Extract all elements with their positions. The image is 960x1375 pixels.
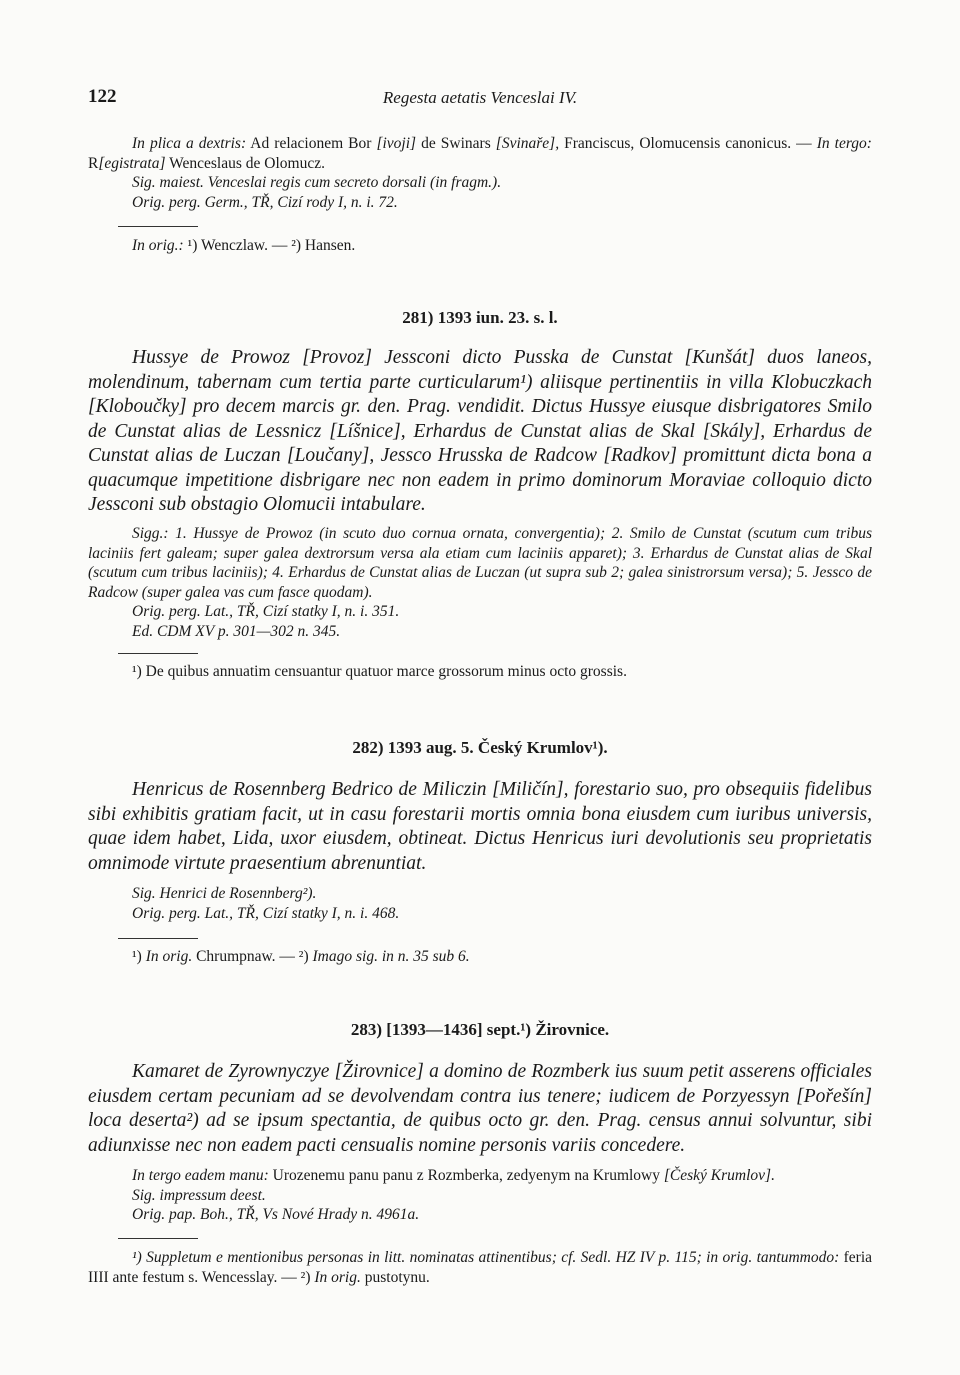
entry-282-orig: Orig. perg. Lat., TŘ, Cizí statky I, n. i. 468. bbox=[132, 904, 400, 922]
footnote-rule bbox=[118, 938, 198, 939]
entry-282-footnote: ¹) In orig. Chrumpnaw. — ²) Imago sig. in n. 35 sub 6. bbox=[132, 948, 470, 965]
entry-282-body: Henricus de Rosennberg Bedrico de Miliczin [Miličín], forestario suo, pro obsequiis fidelibus sibi exhibitis gratiam facit, ut in casu forestarii mortis omnia bona eiusdem cum iuribus universis, quae idem habet, Lida, uxor eiusdem, obtineat. Dictus Henricus iuri devolutionis seu proprietatis omnimode virtute praesentium abrenuntiat. bbox=[88, 779, 872, 874]
note-orig: Orig. perg. Germ., TŘ, Cizí rody I, n. i. 72. bbox=[132, 193, 398, 211]
entry-281-sigg: Sigg.: 1. Hussye de Prowoz (in scuto duo cornua ornata, convergentia); 2. Smilo de Cunstat (scutum cum tribus laciniis fert galeam; super galea dextrorsum versa ala etiam cum laciniis apparet); 3. Erhardus de Cunstat alias de Skal (scutum cum tribus laciniis); 4. Erhardus de Cunstat alias de Luczan (ut supra sub 2; galea sinistrorsum versa); 5. Jessco de Radcow (super galea vas cum fasce quodam). bbox=[88, 525, 872, 601]
entry-281-footnote: ¹) De quibus annuatim censuantur quatuor marce grossorum minus octo grossis. bbox=[132, 663, 627, 680]
page-header bbox=[88, 86, 872, 110]
entry-283-body: Kamaret de Zyrownyczye [Žirovnice] a domino de Rozmberk ius suum petit asserens officiales eiusdem certam pecuniam ad se devolvendam contra ius tenere; iudicem de Porzyessyn [Pořešín] loca deserta²) ad se ipsum spectantia, de quibus octo gr. den. Prag. census annui solvuntur, sibi adiunxisse nec non eadem pacti censualis nomine personis variis concedere. bbox=[88, 1061, 872, 1156]
entry-281-notes bbox=[88, 524, 872, 641]
entry-281-heading: 281) 1393 iun. 23. s. l. bbox=[402, 308, 558, 327]
entry-283-orig: Orig. pap. Boh., TŘ, Vs Nové Hrady n. 4961a. bbox=[132, 1206, 420, 1223]
entry-283-intergo: In tergo eadem manu: Urozenemu panu panu z Rozmberka, zedyenym na Krumlowy [Český Krumlov]. bbox=[132, 1167, 775, 1184]
entry-282-notes bbox=[88, 884, 872, 923]
page-number: 122 bbox=[88, 86, 117, 107]
entry-283-heading: 283) [1393—1436] sept.¹) Žirovnice. bbox=[350, 1020, 610, 1039]
entry-281-ed: Ed. CDM XV p. 301—302 n. 345. bbox=[132, 622, 341, 640]
entry-282-sig: Sig. Henrici de Rosennberg²). bbox=[132, 885, 317, 902]
entry-282-heading: 282) 1393 aug. 5. Český Krumlov¹). bbox=[352, 738, 608, 757]
footnote-rule bbox=[118, 653, 198, 654]
entry-283-footnote: ¹) Suppletum e mentionibus personas in litt. nominatas attinentibus; cf. Sedl. HZ IV p. 115; in orig. tantummodo: feria IIII ante festum s. Wencesslay. — ²) In orig. pustotynu. bbox=[88, 1249, 873, 1286]
top-notes bbox=[88, 134, 872, 212]
entry-283-sig: Sig. impressum deest. bbox=[132, 1186, 266, 1204]
note-plica: In plica a dextris: Ad relacionem Bor [ivoji] de Swinars [Svinaře], Franciscus, Olomucensis canonicus. — In tergo: R[egistrata] Wenceslaus de Olomucz. bbox=[88, 135, 872, 172]
running-title: Regesta aetatis Venceslai IV. bbox=[382, 88, 578, 107]
top-footnote: In orig.: ¹) Wenczlaw. — ²) Hansen. bbox=[132, 237, 356, 254]
entry-283-notes bbox=[88, 1166, 872, 1225]
footnote-rule bbox=[118, 1238, 198, 1239]
note-sig: Sig. maiest. Venceslai regis cum secreto dorsali (in fragm.). bbox=[132, 174, 502, 191]
footnote-rule bbox=[118, 226, 198, 227]
entry-281-orig: Orig. perg. Lat., TŘ, Cizí statky I, n. i. 351. bbox=[132, 603, 400, 620]
entry-281-body: Hussye de Prowoz [Provoz] Jessconi dicto Pusska de Cunstat [Kunšát] duos laneos, molendinum, tabernam cum tertia parte curticularum¹) aliisque pertinentiis in villa Klobuczkach [Kloboučky] pro decem marcis gr. den. Prag. vendidit. Dictus Hussye eiusque disbrigatores Smilo de Cunstat alias de Lessnicz [Líšnice], Erhardus de Cunstat alias de Skal [Skály], Erhardus de Cunstat alias de Luczan [Loučany], Jessco Hrusska de Radcow [Radkov] promittunt dicta bona a quacumque impetitione disbrigare nec non eadem in primo dominorum Moraviae colloquio dicto Jessconi sub obstagio Olomucii intabulare. bbox=[88, 347, 872, 515]
